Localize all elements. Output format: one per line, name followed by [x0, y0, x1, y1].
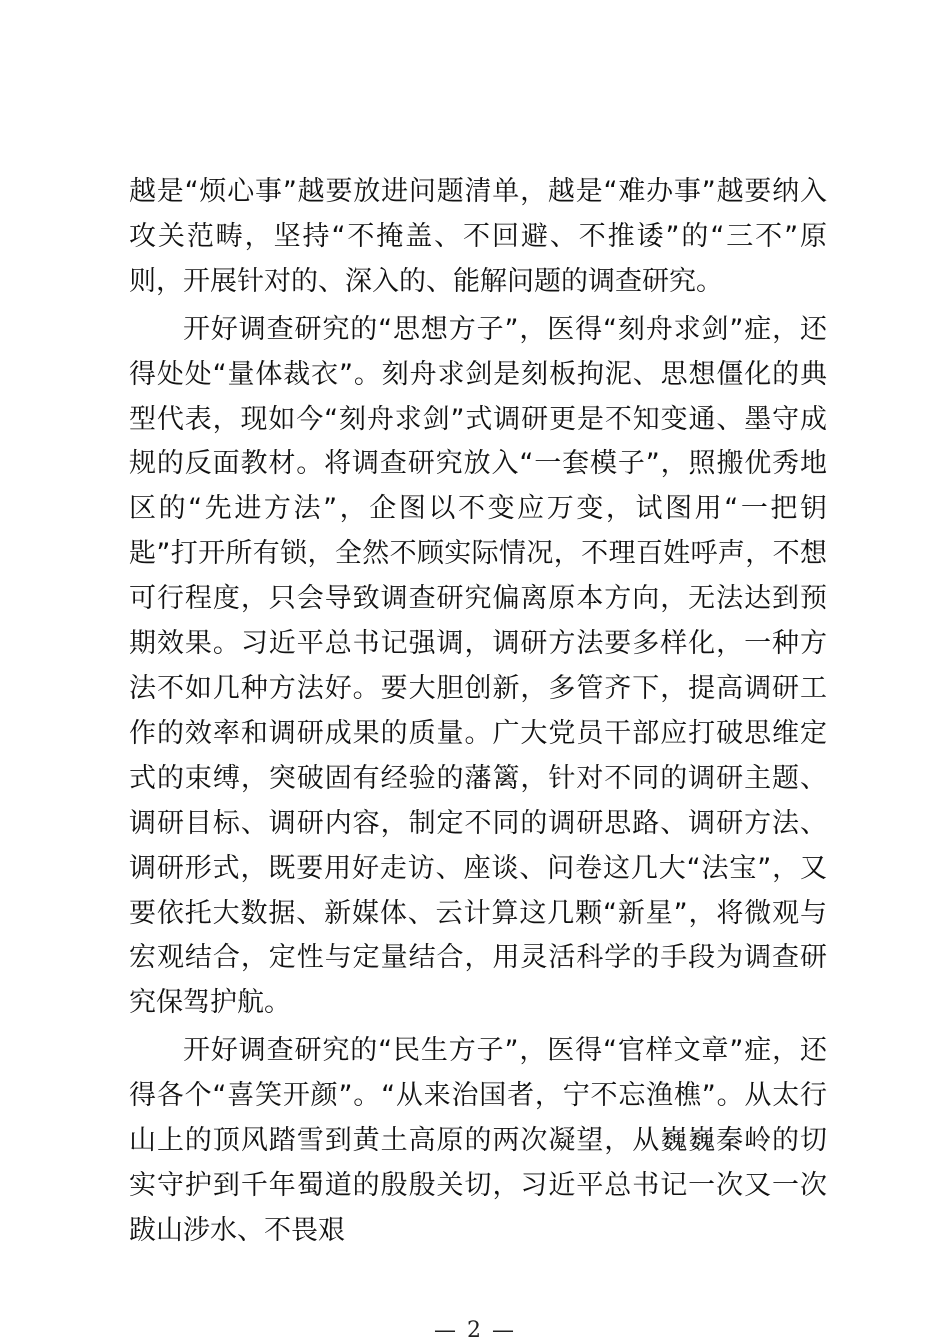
- paragraph-2: 开好调查研究的“思想方子”，医得“刻舟求剑”症，还得处处“量体裁衣”。刻舟求剑是刻板拘泥、思想僵化的典型代表，现如今“刻舟求剑”式调研更是不知变通、墨守成规的反面教材。将调查研究放入“一套模子”，照搬优秀地区的“先进方法”，企图以不变应万变，试图用“一把钥匙”打开所有锁，全然不顾实际情况，不理百姓呼声，不想可行程度，只会导致调查研究偏离原本方向，无法达到预期效果。习近平总书记强调，调研方法要多样化，一种方法不如几种方法好。要大胆创新，多管齐下，提高调研工作的效率和调研成果的质量。广大党员干部应打破思维定式的束缚，突破固有经验的藩篱，针对不同的调研主题、调研目标、调研内容，制定不同的调研思路、调研方法、调研形式，既要用好走访、座谈、问卷这几大“法宝”，又要依托大数据、新媒体、云计算这几颗“新星”，将微观与宏观结合，定性与定量结合，用灵活科学的手段为调查研究保驾护航。: [129, 313, 827, 1019]
- body-text: [129, 170, 827, 1254]
- page-number: — 2 —: [434, 1318, 516, 1343]
- paragraph-3: 开好调查研究的“民生方子”，医得“官样文章”症，还得各个“喜笑开颜”。“从来治国者，宁不忘渔樵”。从太行山上的顶风踏雪到黄土高原的两次凝望，从巍巍秦岭的切实守护到千年蜀道的殷殷关切，习近平总书记一次又一次跋山涉水、不畏艰: [129, 1035, 827, 1246]
- paragraph-1: 越是“烦心事”越要放进问题清单，越是“难办事”越要纳入攻关范畴，坚持“不掩盖、不回避、不推诿”的“三不”原则，开展针对的、深入的、能解问题的调查研究。: [129, 176, 827, 297]
